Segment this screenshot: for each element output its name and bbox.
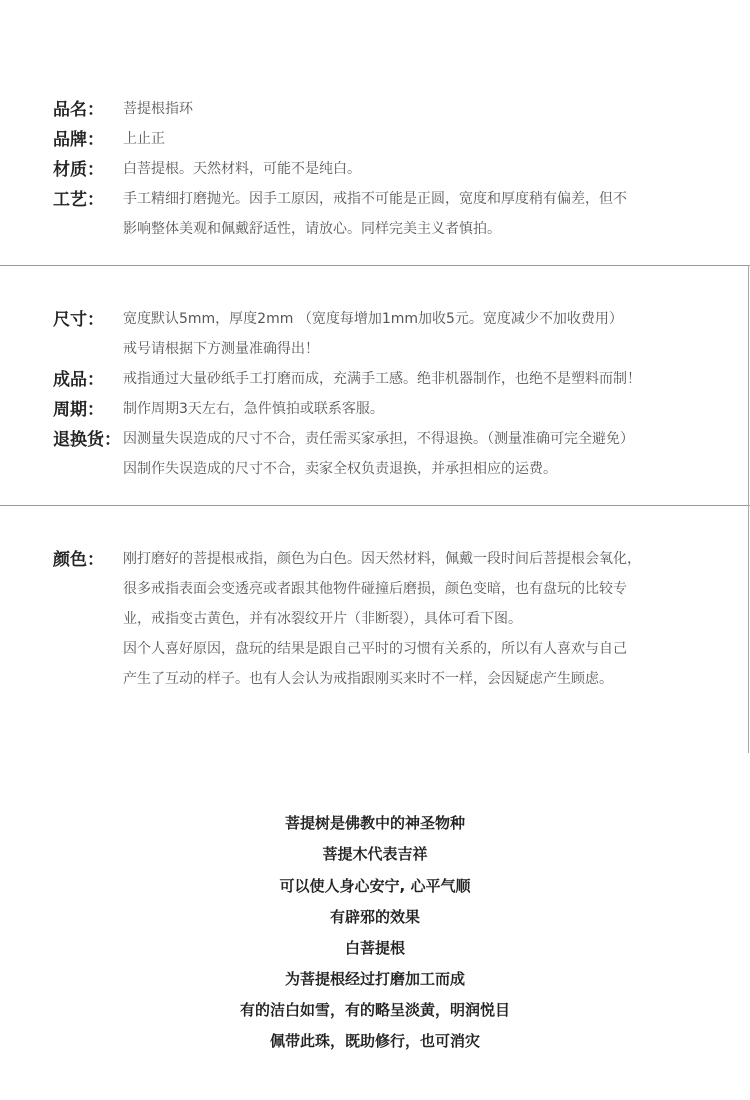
poem-line: 菩提树是佛教中的神圣物种 xyxy=(284,814,465,832)
color-line: 很多戒指表面会变透亮或者跟其他物件碰撞后磨损，颜色变暗，也有盘玩的比较专 xyxy=(123,581,627,597)
right-border xyxy=(748,505,749,753)
name-label: 品名： xyxy=(53,100,104,120)
return-line: 因测量失误造成的尺寸不合，责任需买家承担，不得退换。（测量准确可完全避免） xyxy=(123,431,634,447)
brand-value: 上止正 xyxy=(123,131,165,147)
color-line: 业，戒指变古黄色，并有冰裂纹开片（非断裂），具体可看下图。 xyxy=(123,611,522,627)
poem-line: 可以使人身心安宁, 心平气顺 xyxy=(279,877,471,895)
poem-line: 有辟邪的效果 xyxy=(329,908,420,926)
color-line: 刚打磨好的菩提根戒指，颜色为白色。因天然材料，佩戴一段时间后菩提根会氧化， xyxy=(123,551,641,567)
brand-label: 品牌： xyxy=(53,130,104,150)
poem-line: 菩提木代表吉祥 xyxy=(322,845,428,863)
craft-line: 影响整体美观和佩戴舒适性，请放心。同样完美主义者慎拍。 xyxy=(123,221,501,237)
product-value: 戒指通过大量砂纸手工打磨而成，充满手工感。绝非机器制作，也绝不是塑料而制！ xyxy=(123,371,641,387)
return-line: 因制作失误造成的尺寸不合，卖家全权负责退换，并承担相应的运费。 xyxy=(123,461,557,477)
poem-line: 白菩提根 xyxy=(344,939,405,957)
product-label: 成品： xyxy=(53,370,104,390)
section-divider xyxy=(0,265,750,266)
poem-line: 为菩提根经过打磨加工而成 xyxy=(284,970,465,988)
material-value: 白菩提根。天然材料，可能不是纯白。 xyxy=(123,161,361,177)
name-value: 菩提根指环 xyxy=(123,101,193,117)
craft-line: 手工精细打磨抛光。因手工原因，戒指不可能是正圆，宽度和厚度稍有偏差，但不 xyxy=(123,191,627,207)
size-line: 戒号请根据下方测量准确得出！ xyxy=(123,341,319,357)
color-line: 产生了互动的样子。也有人会认为戒指跟刚买来时不一样，会因疑虑产生顾虑。 xyxy=(123,671,613,687)
right-border xyxy=(748,265,749,505)
section-divider xyxy=(0,505,750,506)
size-line: 宽度默认5mm，厚度2mm （宽度每增加1mm加收5元。宽度减少不加收费用） xyxy=(123,311,623,327)
period-label: 周期： xyxy=(53,400,104,420)
color-label: 颜色： xyxy=(53,550,104,570)
period-value: 制作周期3天左右，急件慎拍或联系客服。 xyxy=(123,401,384,417)
return-label: 退换货： xyxy=(53,430,121,450)
poem-line: 有的洁白如雪，有的略呈淡黄，明润悦目 xyxy=(239,1001,510,1019)
size-label: 尺寸： xyxy=(53,310,104,330)
material-label: 材质： xyxy=(53,160,104,180)
craft-label: 工艺： xyxy=(53,190,104,210)
color-line: 因个人喜好原因，盘玩的结果是跟自己平时的习惯有关系的，所以有人喜欢与自己 xyxy=(123,641,627,657)
poem-line: 佩带此珠，既助修行，也可消灾 xyxy=(269,1032,480,1050)
